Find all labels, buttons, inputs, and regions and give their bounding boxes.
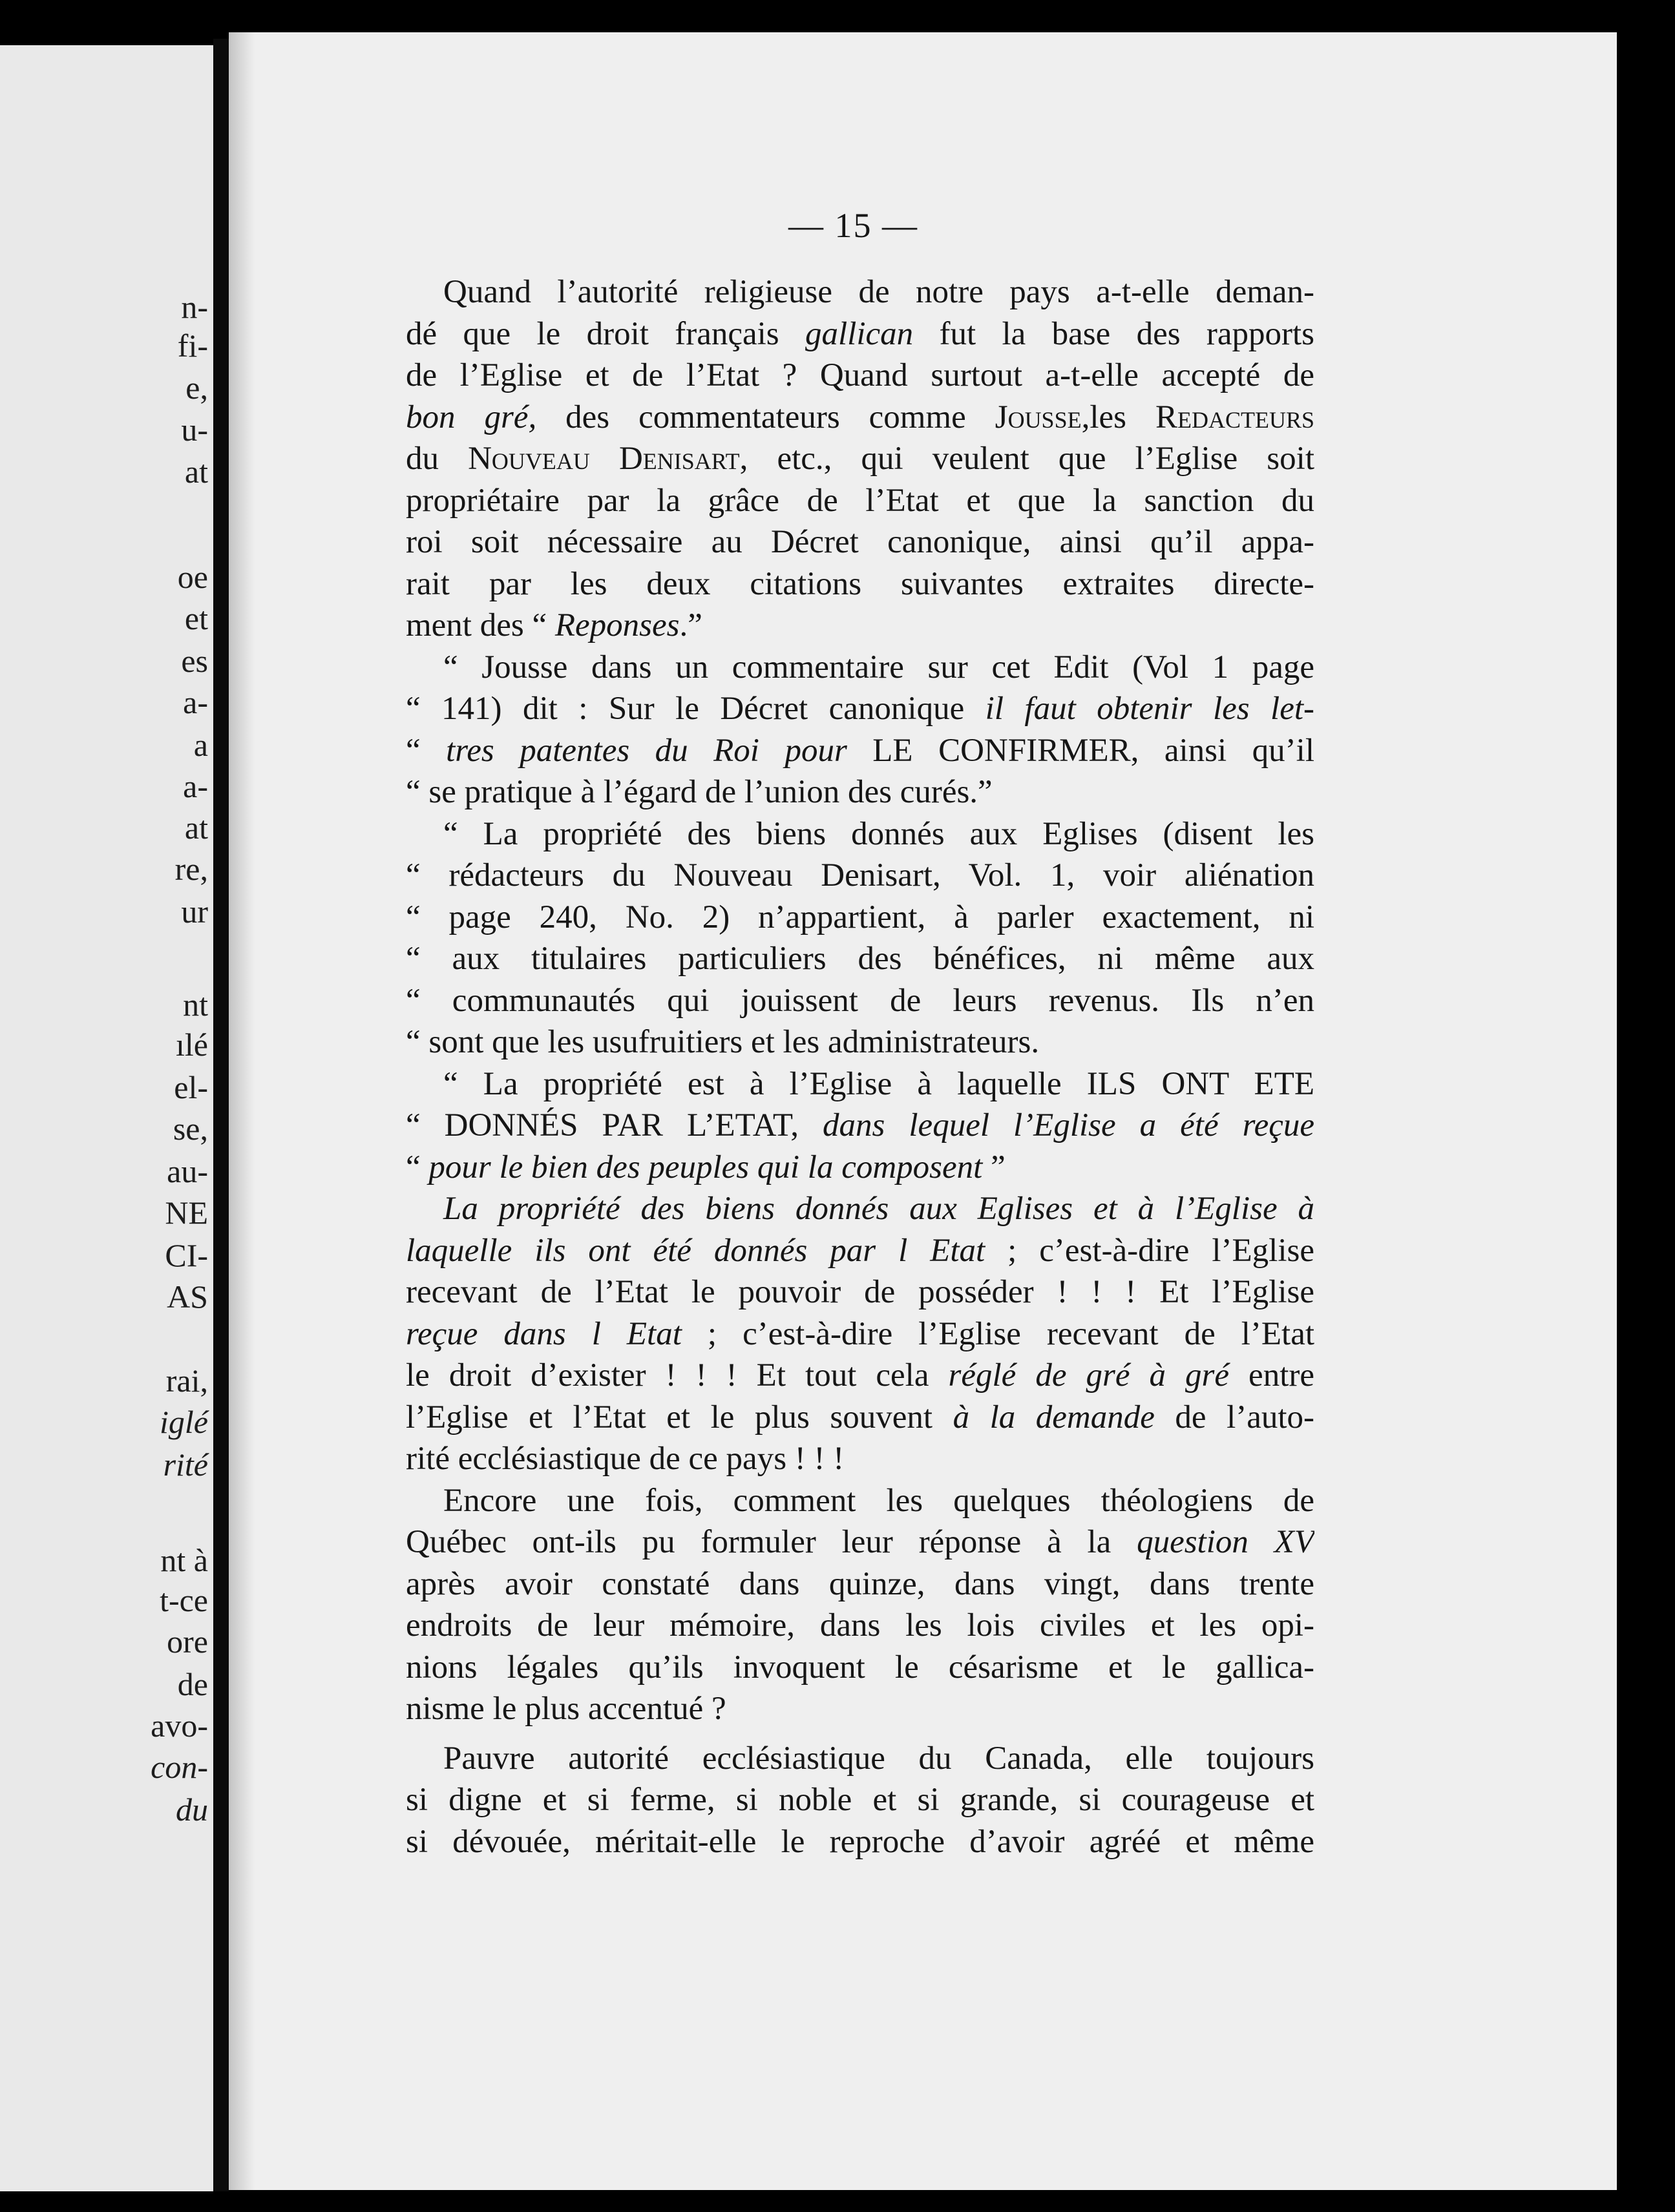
text-segment: des commentateurs comme [536, 399, 995, 435]
text-line [406, 271, 1314, 313]
text-line [406, 1738, 1314, 1780]
italic-text: il faut obtenir les let- [985, 691, 1314, 727]
text-segment: après avoir constaté dans quinze, dans vingt, dans trente [406, 1565, 1314, 1602]
small-caps-text: Jousse [995, 399, 1082, 435]
text-line [406, 521, 1314, 563]
italic-text: gallican [805, 315, 914, 352]
text-line [406, 771, 1314, 813]
text-line [406, 813, 1314, 855]
facing-page-fragment: du [176, 1791, 208, 1828]
text-line [406, 730, 1314, 772]
text-line [406, 355, 1314, 397]
italic-text: tres patentes du Roi pour [446, 732, 847, 769]
text-line [406, 1021, 1314, 1063]
text-line [406, 438, 1314, 480]
facing-page-fragment: nt [183, 986, 208, 1023]
facing-page-fragment: ur [181, 893, 208, 930]
facing-page-fragment: au- [167, 1153, 208, 1189]
text-line [406, 1480, 1314, 1522]
text-line [406, 1438, 1314, 1480]
small-caps-text: Nouveau Denisart [468, 441, 740, 477]
text-line [406, 480, 1314, 522]
text-line [406, 897, 1314, 939]
text-segment: “ [406, 732, 447, 769]
facing-page-fragment: de [177, 1666, 208, 1702]
text-segment: endroits de leur mémoire, dans les lois civiles et les opi- [406, 1607, 1314, 1643]
text-line [406, 1271, 1314, 1313]
text-segment: Pauvre autorité ecclésiastique du Canada, elle toujours [443, 1740, 1314, 1777]
text-line [406, 1397, 1314, 1439]
facing-page-fragment: fi- [177, 328, 208, 364]
text-line [406, 1563, 1314, 1605]
text-segment: “ sont que les usufruitiers et les administrateurs. [406, 1024, 1040, 1060]
text-segment: “ [406, 1149, 429, 1185]
text-line [406, 605, 1314, 647]
italic-text: bon gré, [406, 399, 537, 435]
text-segment: “ rédacteurs du Nouveau Denisart, Vol. 1, voir aliénation [406, 857, 1314, 893]
italic-text: reçue dans l Etat [406, 1315, 682, 1352]
text-line [406, 313, 1314, 355]
text-segment: ; c’est-à-dire l’Eglise recevant de l’Etat [681, 1315, 1314, 1352]
text-segment: ” [982, 1149, 1006, 1185]
text-segment: entre [1229, 1357, 1314, 1393]
text-segment: l’Eglise et l’Etat et le plus souvent [406, 1399, 953, 1435]
italic-text: Reponses [554, 607, 680, 643]
small-caps-text: Redacteurs [1155, 399, 1314, 435]
facing-page-fragment: se, [173, 1111, 208, 1147]
facing-page-fragment: NE [165, 1195, 208, 1231]
text-line [406, 1647, 1314, 1689]
text-segment: ,les [1081, 399, 1155, 435]
text-line [406, 1779, 1314, 1821]
text-segment: “ se pratique à l’égard de l’union des curés.” [406, 774, 993, 810]
italic-text: laquelle ils ont été donnés par l Etat [406, 1232, 985, 1269]
italic-text: dans lequel l’Eglise a été reçue [823, 1107, 1314, 1143]
text-segment: ment des “ [406, 607, 555, 643]
text-segment: “ Jousse dans un commentaire sur cet Edit (Vol 1 page [443, 649, 1314, 685]
text-segment: rait par les deux citations suivantes extraites directe- [406, 565, 1314, 602]
facing-page-fragment: nt à [160, 1542, 208, 1578]
text-segment: rité ecclésiastique de ce pays ! ! ! [406, 1441, 845, 1477]
facing-page-fragment: rité [163, 1446, 208, 1483]
scan-bottom-border [0, 2191, 1675, 2212]
facing-page-fragment: con- [151, 1749, 208, 1785]
facing-page-fragment: ore [167, 1623, 208, 1660]
facing-page-fragment: t-ce [160, 1582, 208, 1618]
text-segment: , etc., qui veulent que l’Eglise soit [739, 441, 1314, 477]
text-segment: ; c’est-à-dire l’Eglise [985, 1232, 1314, 1269]
italic-text: question XV [1137, 1524, 1314, 1560]
text-segment: recevant de l’Etat le pouvoir de posséder ! ! ! Et l’Eglise [406, 1274, 1314, 1310]
text-line [406, 1230, 1314, 1272]
facing-page-fragment: a [193, 727, 208, 763]
text-segment: Quand l’autorité religieuse de notre pays a-t-elle deman- [443, 274, 1314, 310]
text-segment: “ La propriété est à l’Eglise à laquelle ILS ONT ETE [443, 1065, 1314, 1102]
text-segment: .” [679, 607, 702, 643]
page-body-text [406, 271, 1314, 1862]
text-segment: “ aux titulaires particuliers des bénéfices, ni même aux [406, 941, 1314, 977]
text-line [406, 980, 1314, 1022]
text-segment: “ La propriété des biens donnés aux Eglises (disent les [443, 815, 1314, 852]
text-line [406, 1063, 1314, 1105]
text-line [406, 1521, 1314, 1563]
text-segment: “ communautés qui jouissent de leurs revenus. Ils n’en [406, 982, 1314, 1019]
facing-page-fragment: es [181, 643, 208, 679]
italic-text: réglé de gré à gré [948, 1357, 1230, 1393]
facing-page-fragment: ılé [176, 1027, 208, 1063]
text-segment: Encore une fois, comment les quelques théologiens de [443, 1482, 1314, 1519]
text-segment: si dévouée, méritait-elle le reproche d’avoir agréé et même [406, 1823, 1314, 1860]
facing-page-fragment: CI- [165, 1237, 208, 1273]
text-segment: le droit d’exister ! ! ! Et tout cela [406, 1357, 949, 1393]
facing-page-fragment: n- [181, 289, 208, 325]
facing-page-fragment: el- [174, 1069, 208, 1105]
text-line [406, 1605, 1314, 1647]
text-segment: “ DONNÉS PAR L’ETAT, [406, 1107, 823, 1143]
page-number: — 15 — [788, 206, 918, 245]
text-segment: dé que le droit français [406, 315, 805, 352]
facing-page-fragment: e, [185, 370, 208, 406]
text-line [406, 938, 1314, 980]
facing-page-fragment: u- [181, 412, 208, 448]
text-segment: nions légales qu’ils invoquent le césarisme et le gallica- [406, 1649, 1314, 1685]
text-line [406, 1355, 1314, 1397]
text-segment: si digne et si ferme, si noble et si grande, si courageuse et [406, 1782, 1314, 1818]
text-line [406, 397, 1314, 439]
facing-page-fragment: rai, [165, 1362, 208, 1399]
text-line [406, 1147, 1314, 1189]
text-segment: de l’Eglise et de l’Etat ? Quand surtout a-t-elle accepté de [406, 357, 1314, 393]
italic-text: La propriété des biens donnés aux Eglises et à l’Eglise à [443, 1191, 1314, 1227]
text-line [406, 688, 1314, 730]
facing-page-fragment: iglé [160, 1404, 208, 1440]
facing-page-fragment: at [184, 454, 208, 490]
text-line [406, 1821, 1314, 1863]
facing-page-fragment: avo- [151, 1707, 208, 1744]
book-gutter [213, 39, 229, 2203]
text-segment: roi soit nécessaire au Décret canonique, ainsi qu’il appa- [406, 524, 1314, 560]
text-line [406, 1105, 1314, 1147]
gutter-shadow [229, 32, 255, 2190]
italic-text: à la demande [953, 1399, 1155, 1435]
facing-page-fragment: a- [183, 684, 208, 720]
text-segment: Québec ont-ils pu formuler leur réponse à la [406, 1524, 1137, 1560]
facing-page-fragment: re, [174, 851, 208, 887]
text-line [406, 1313, 1314, 1355]
text-segment: du [406, 441, 469, 477]
text-segment: de l’auto- [1154, 1399, 1314, 1435]
facing-page-fragment: oe [177, 559, 208, 595]
text-segment: propriétaire par la grâce de l’Etat et que la sanction du [406, 482, 1314, 519]
text-line [406, 563, 1314, 605]
text-segment: LE CONFIRMER, ainsi qu’il [847, 732, 1314, 769]
italic-text: pour le bien des peuples qui la composent [428, 1149, 983, 1185]
facing-page-fragment: AS [167, 1278, 208, 1315]
facing-page-fragment: at [184, 809, 208, 846]
text-line [406, 647, 1314, 689]
text-line [406, 855, 1314, 897]
facing-page-fragment: et [184, 600, 208, 636]
text-segment: fut la base des rapports [913, 315, 1314, 352]
text-segment: nisme le plus accentué ? [406, 1691, 726, 1727]
text-line [406, 1188, 1314, 1230]
scan-right-border [1617, 26, 1675, 2212]
text-line [406, 1688, 1314, 1730]
facing-page-fragment: a- [183, 768, 208, 804]
text-segment: “ page 240, No. 2) n’appartient, à parler exactement, ni [406, 899, 1314, 935]
text-segment: “ 141) dit : Sur le Décret canonique [406, 691, 985, 727]
